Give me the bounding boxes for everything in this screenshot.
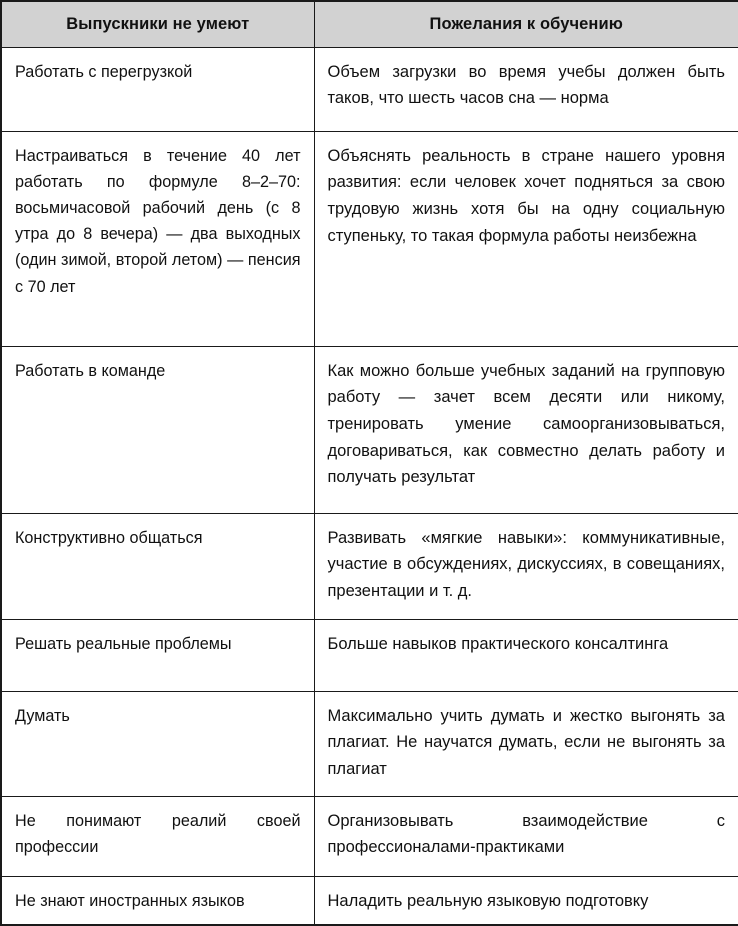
cell-training-wish: Максимально учить думать и жестко выгонять за плагиат. Не научатся думать, если не выгонять за плагиат bbox=[314, 691, 738, 796]
table-header-row bbox=[1, 1, 738, 47]
cell-skill-lacking: Работать в команде bbox=[1, 346, 314, 513]
cell-skill-lacking: Думать bbox=[1, 691, 314, 796]
table-row bbox=[1, 876, 738, 925]
cell-skill-lacking: Не понимают реалий своей профессии bbox=[1, 796, 314, 876]
table-header bbox=[1, 1, 738, 47]
cell-training-wish: Больше навыков практического консалтинга bbox=[314, 619, 738, 691]
cell-skill-lacking: Настраиваться в течение 40 лет работать по формуле 8–2–70: восьмичасовой рабочий день (с 8 утра до 8 вечера) — два выходных (один зимой, второй летом) — пенсия с 70 лет bbox=[1, 131, 314, 346]
cell-skill-lacking: Конструктивно общаться bbox=[1, 513, 314, 619]
cell-training-wish: Развивать «мягкие навыки»: коммуникативные, участие в обсуждениях, дискуссиях, в совещаниях, презентации и т. д. bbox=[314, 513, 738, 619]
cell-training-wish: Организовывать взаимодействие с профессионалами-практиками bbox=[314, 796, 738, 876]
table-row bbox=[1, 131, 738, 346]
cell-training-wish: Объяснять реальность в стране нашего уровня развития: если человек хочет подняться за свою трудовую жизнь хотя бы на одну социальную ступеньку, то такая формула работы неизбежна bbox=[314, 131, 738, 346]
table-body bbox=[1, 47, 738, 925]
table-row bbox=[1, 47, 738, 131]
cell-training-wish: Как можно больше учебных заданий на групповую работу — зачет всем десяти или никому, тренировать умение самоорганизовываться, договариваться, как совместно делать работу и получать результат bbox=[314, 346, 738, 513]
cell-skill-lacking: Решать реальные проблемы bbox=[1, 619, 314, 691]
table-row bbox=[1, 796, 738, 876]
cell-skill-lacking: Работать с перегрузкой bbox=[1, 47, 314, 131]
table-row bbox=[1, 346, 738, 513]
table-row bbox=[1, 619, 738, 691]
cell-training-wish: Объем загрузки во время учебы должен быть таков, что шесть часов сна — норма bbox=[314, 47, 738, 131]
table-row bbox=[1, 513, 738, 619]
column-header-training-wishes: Пожелания к обучению bbox=[314, 1, 738, 47]
table-row bbox=[1, 691, 738, 796]
cell-training-wish: Наладить реальную языковую подготовку bbox=[314, 876, 738, 925]
cell-skill-lacking: Не знают иностранных языков bbox=[1, 876, 314, 925]
column-header-skills-lacking: Выпускники не умеют bbox=[1, 1, 314, 47]
